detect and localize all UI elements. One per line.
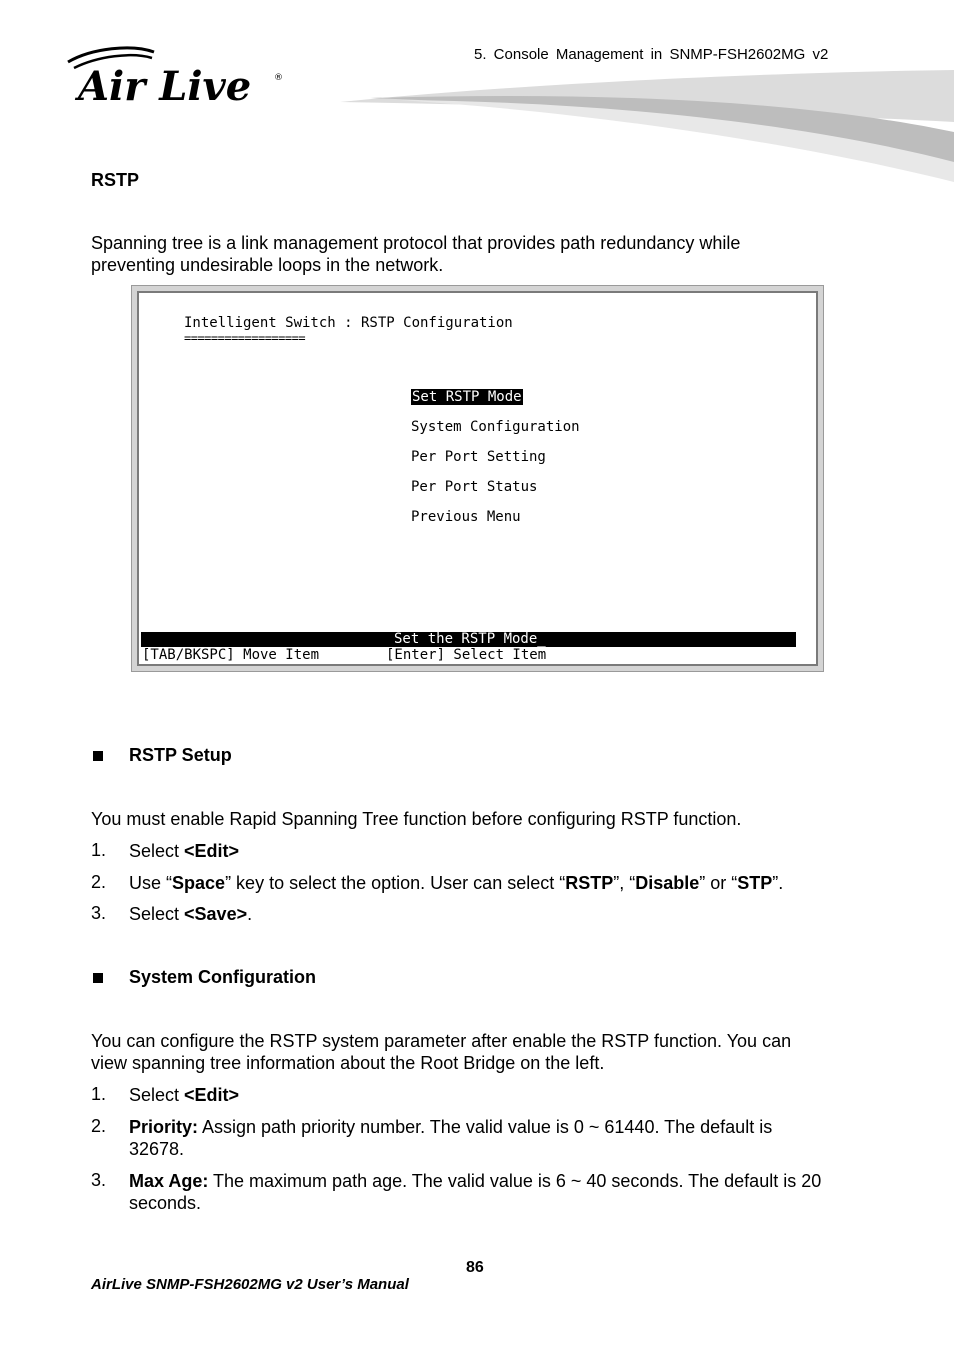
list-item-continuation: seconds. bbox=[129, 1193, 202, 1213]
list-number: 3. bbox=[91, 903, 107, 923]
system-config-heading: System Configuration bbox=[129, 967, 317, 987]
system-config-paragraph-line-2: view spanning tree information about the Root Bridge on the left. bbox=[91, 1053, 605, 1073]
list-number: 1. bbox=[91, 1084, 107, 1104]
system-config-paragraph-line-1: You can configure the RSTP system parameter after enable the RSTP function. You can bbox=[91, 1031, 792, 1051]
list-number: 1. bbox=[91, 840, 107, 860]
menu-item-system-configuration[interactable]: System Configuration bbox=[411, 419, 580, 435]
logo-text: Air Live bbox=[78, 63, 252, 110]
airlive-logo bbox=[62, 40, 292, 110]
rstp-setup-heading: RSTP Setup bbox=[129, 745, 232, 765]
list-item: Max Age: The maximum path age. The valid value is 6 ~ 40 seconds. The default is 20 bbox=[129, 1171, 822, 1191]
menu-item-set-rstp-mode[interactable]: Set RSTP Mode bbox=[412, 389, 522, 405]
terminal-screenshot bbox=[131, 285, 824, 672]
terminal-title-underline: ================== bbox=[184, 331, 306, 345]
terminal-status-bar bbox=[141, 632, 796, 647]
header-swoosh bbox=[340, 62, 954, 182]
header-title: 5. Console Management in SNMP-FSH2602MG v2 bbox=[474, 46, 829, 63]
bullet-square bbox=[93, 973, 103, 983]
page-number: 86 bbox=[466, 1259, 484, 1276]
list-item: Select <Save>. bbox=[129, 904, 253, 924]
intro-line-1: Spanning tree is a link management protocol that provides path redundancy while bbox=[91, 233, 741, 253]
list-number: 2. bbox=[91, 1116, 107, 1136]
menu-item-per-port-setting[interactable]: Per Port Setting bbox=[411, 449, 546, 465]
intro-line-2: preventing undesirable loops in the network. bbox=[91, 255, 444, 275]
list-item: Select <Edit> bbox=[129, 1085, 240, 1105]
rstp-setup-paragraph: You must enable Rapid Spanning Tree function before configuring RSTP function. bbox=[91, 809, 742, 829]
list-item: Priority: Assign path priority number. The valid value is 0 ~ 61440. The default is bbox=[129, 1117, 773, 1137]
logo-registered-mark: ® bbox=[274, 73, 283, 83]
terminal-screen bbox=[137, 291, 818, 666]
list-item-continuation: 32678. bbox=[129, 1139, 185, 1159]
footer-manual-title: AirLive SNMP-FSH2602MG v2 User’s Manual bbox=[91, 1276, 409, 1293]
menu-item-per-port-status[interactable]: Per Port Status bbox=[411, 479, 538, 495]
terminal-help-move: [TAB/BKSPC] Move Item bbox=[142, 647, 320, 663]
terminal-title: Intelligent Switch : RSTP Configuration bbox=[184, 315, 513, 331]
list-item: Select <Edit> bbox=[129, 841, 240, 861]
bullet-square bbox=[93, 751, 103, 761]
terminal-help-select: [Enter] Select Item bbox=[386, 647, 547, 663]
list-item: Use “Space” key to select the option. User can select “RSTP”, “Disable” or “STP”. bbox=[129, 873, 784, 893]
menu-item-previous-menu[interactable]: Previous Menu bbox=[411, 509, 521, 525]
list-number: 3. bbox=[91, 1170, 107, 1190]
section-title: RSTP bbox=[91, 170, 140, 190]
terminal-status-text: Set the RSTP Mode_ bbox=[394, 631, 546, 647]
list-number: 2. bbox=[91, 872, 107, 892]
